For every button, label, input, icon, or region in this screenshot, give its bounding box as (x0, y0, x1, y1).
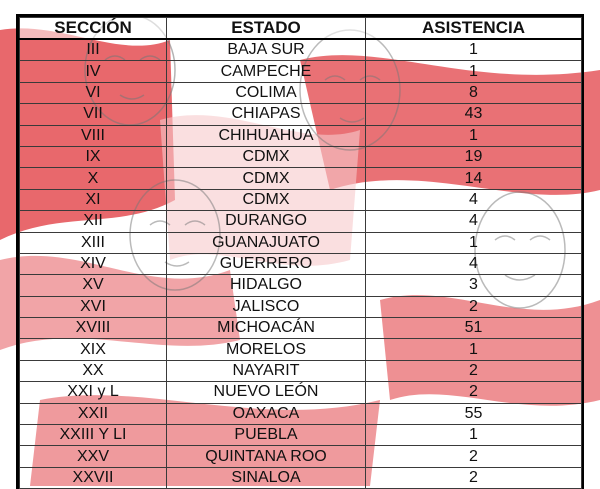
table-row (20, 168, 582, 189)
cell-seccion: IV (20, 61, 167, 82)
cell-asistencia: 19 (366, 146, 582, 167)
cell-asistencia: 1 (366, 61, 582, 82)
table-row (20, 82, 582, 103)
table-row (20, 125, 582, 146)
table-row (20, 403, 582, 424)
cell-seccion: XIX (20, 339, 167, 360)
table-row (20, 318, 582, 339)
cell-asistencia: 1 (366, 425, 582, 446)
cell-estado: GUANAJUATO (167, 232, 366, 253)
cell-estado: DURANGO (167, 211, 366, 232)
cell-seccion: IX (20, 146, 167, 167)
cell-asistencia: 3 (366, 275, 582, 296)
cell-asistencia: 55 (366, 403, 582, 424)
cell-estado: NUEVO LEÓN (167, 382, 366, 403)
cell-asistencia: 2 (366, 296, 582, 317)
table-row (20, 61, 582, 82)
cell-asistencia: 4 (366, 189, 582, 210)
cell-asistencia: 1 (366, 232, 582, 253)
cell-seccion: XXIII Y LI (20, 425, 167, 446)
cell-seccion: XXV (20, 446, 167, 467)
cell-seccion: XVIII (20, 318, 167, 339)
table-row (20, 189, 582, 210)
cell-estado: OAXACA (167, 403, 366, 424)
cell-estado: CDMX (167, 189, 366, 210)
cell-seccion: XIV (20, 253, 167, 274)
cell-asistencia: 2 (366, 467, 582, 488)
cell-asistencia: 2 (366, 360, 582, 381)
cell-seccion: VI (20, 82, 167, 103)
cell-seccion: VIII (20, 125, 167, 146)
cell-asistencia: 4 (366, 211, 582, 232)
attendance-table-container (16, 14, 584, 489)
table-row (20, 275, 582, 296)
cell-estado: QUINTANA ROO (167, 446, 366, 467)
table-row (20, 146, 582, 167)
cell-estado: HIDALGO (167, 275, 366, 296)
header-seccion: SECCIÓN (20, 18, 167, 40)
cell-estado: CDMX (167, 146, 366, 167)
cell-asistencia: 14 (366, 168, 582, 189)
table-row (20, 360, 582, 381)
cell-estado: BAJA SUR (167, 39, 366, 61)
cell-seccion: XXII (20, 403, 167, 424)
cell-asistencia: 51 (366, 318, 582, 339)
table-row (20, 425, 582, 446)
cell-asistencia: 4 (366, 253, 582, 274)
cell-estado: JALISCO (167, 296, 366, 317)
cell-asistencia: 2 (366, 382, 582, 403)
cell-estado: CDMX (167, 168, 366, 189)
cell-seccion: XXVII (20, 467, 167, 488)
header-estado: ESTADO (167, 18, 366, 40)
cell-asistencia: 1 (366, 39, 582, 61)
cell-estado: PUEBLA (167, 425, 366, 446)
cell-estado: CHIHUAHUA (167, 125, 366, 146)
table-row (20, 382, 582, 403)
cell-asistencia: 1 (366, 125, 582, 146)
table-row (20, 39, 582, 61)
cell-seccion: X (20, 168, 167, 189)
table-row (20, 339, 582, 360)
cell-seccion: III (20, 39, 167, 61)
cell-seccion: XII (20, 211, 167, 232)
table-row (20, 232, 582, 253)
cell-asistencia: 8 (366, 82, 582, 103)
table-row (20, 211, 582, 232)
cell-seccion: XX (20, 360, 167, 381)
cell-seccion: XV (20, 275, 167, 296)
cell-estado: SINALOA (167, 467, 366, 488)
cell-seccion: XIII (20, 232, 167, 253)
table-body (20, 39, 582, 489)
cell-estado: MORELOS (167, 339, 366, 360)
header-asistencia: ASISTENCIA (366, 18, 582, 40)
cell-estado: NAYARIT (167, 360, 366, 381)
table-row (20, 104, 582, 125)
cell-asistencia: 2 (366, 446, 582, 467)
cell-seccion: XI (20, 189, 167, 210)
cell-seccion: XVI (20, 296, 167, 317)
cell-asistencia: 1 (366, 339, 582, 360)
cell-estado: COLIMA (167, 82, 366, 103)
cell-estado: CHIAPAS (167, 104, 366, 125)
cell-seccion: XXI y L (20, 382, 167, 403)
cell-seccion: VII (20, 104, 167, 125)
attendance-table (19, 17, 582, 489)
cell-estado: GUERRERO (167, 253, 366, 274)
header-row (20, 18, 582, 40)
table-row (20, 446, 582, 467)
table-row (20, 467, 582, 488)
cell-asistencia: 43 (366, 104, 582, 125)
table-row (20, 253, 582, 274)
cell-estado: MICHOACÁN (167, 318, 366, 339)
cell-estado: CAMPECHE (167, 61, 366, 82)
table-row (20, 296, 582, 317)
